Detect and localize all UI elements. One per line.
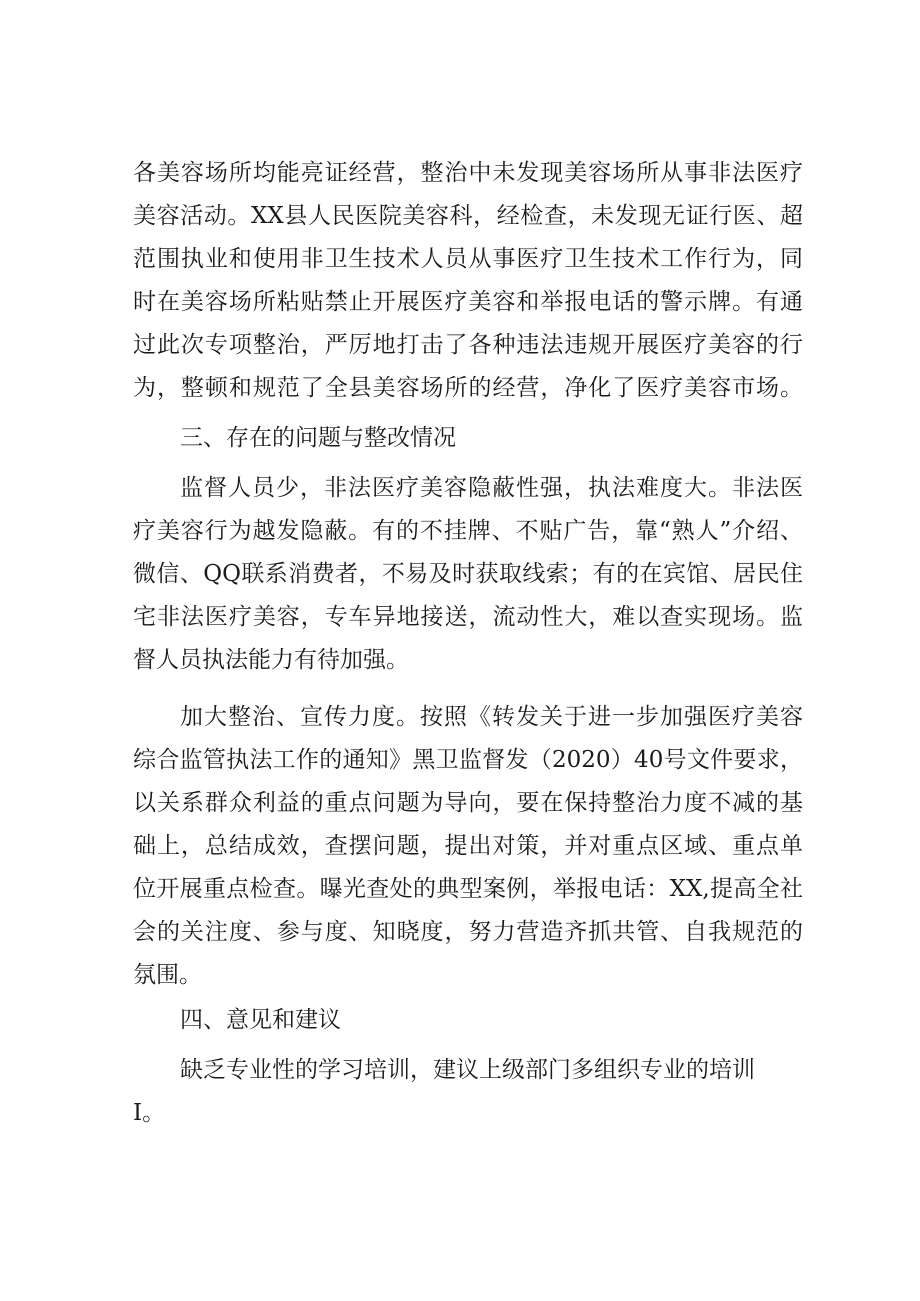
paragraph-line: 督人员执法能力有待加强。 xyxy=(133,647,409,673)
paragraph-line: 综合监管执法工作的通知》黑卫监督发（2020）40号文件要求， xyxy=(133,747,803,773)
paragraph-line: 监督人员少，非法医疗美容隐蔽性强，执法难度大。非法医 xyxy=(180,475,803,501)
paragraph-line: 础上，总结成效，查摆问题，提出对策，并对重点区域、重点单 xyxy=(133,833,803,859)
paragraph-line: 加大整治、宣传力度。按照《转发关于进一步加强医疗美容 xyxy=(180,704,803,730)
paragraph-line: I。 xyxy=(133,1100,166,1126)
paragraph-line: 各美容场所均能亮证经营，整治中未发现美容场所从事非法医疗 xyxy=(133,160,803,186)
paragraph-line: 氛围。 xyxy=(133,962,202,988)
paragraph-line: 美容活动。XX县人民医院美容科，经检查，未发现无证行医、超 xyxy=(133,203,803,229)
paragraph-line: 疗美容行为越发隐蔽。有的不挂牌、不贴广告，靠“熟人”介绍、 xyxy=(133,518,803,544)
paragraph-line: 范围执业和使用非卫生技术人员从事医疗卫生技术工作行为，同 xyxy=(133,246,803,272)
paragraph-line: 位开展重点检查。曝光查处的典型案例，举报电话：XX,提高全社 xyxy=(133,876,803,902)
paragraph-line: 宅非法医疗美容，专车异地接送，流动性大，难以查实现场。监 xyxy=(133,604,803,630)
section-heading: 三、存在的问题与整改情况 xyxy=(180,425,456,451)
paragraph-line: 缺乏专业性的学习培训，建议上级部门多组织专业的培训 xyxy=(180,1057,755,1083)
paragraph-line: 过此次专项整治，严厉地打击了各种违法违规开展医疗美容的行 xyxy=(133,332,803,358)
paragraph-line: 以关系群众利益的重点问题为导向，要在保持整治力度不减的基 xyxy=(133,790,803,816)
paragraph-line: 微信、QQ联系消费者，不易及时获取线索；有的在宾馆、居民住 xyxy=(133,561,803,587)
paragraph-line: 为，整顿和规范了全县美容场所的经营，净化了医疗美容市场。 xyxy=(133,375,803,401)
paragraph-line: 时在美容场所粘贴禁止开展医疗美容和举报电话的警示牌。有通 xyxy=(133,289,803,315)
section-heading: 四、意见和建议 xyxy=(180,1007,341,1033)
paragraph-line: 会的关注度、参与度、知晓度，努力营造齐抓共管、自我规范的 xyxy=(133,919,803,945)
